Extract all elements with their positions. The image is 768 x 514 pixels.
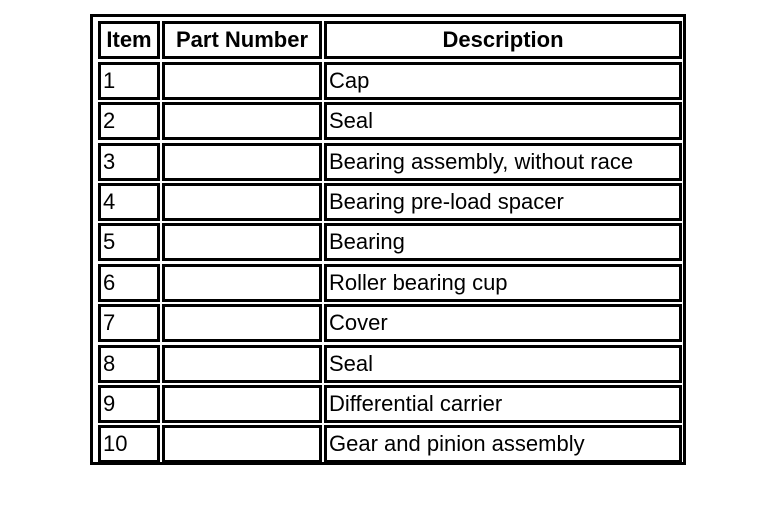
header-description: Description bbox=[324, 21, 682, 59]
header-part-number: Part Number bbox=[162, 21, 322, 59]
row-6-part-number bbox=[162, 264, 322, 302]
row-7-description: Cover bbox=[324, 304, 682, 342]
row-10-description: Gear and pinion assembly bbox=[324, 425, 682, 463]
parts-table bbox=[90, 14, 686, 465]
row-5-item: 5 bbox=[98, 223, 160, 261]
row-1-description: Cap bbox=[324, 62, 682, 100]
row-5-description: Bearing bbox=[324, 223, 682, 261]
row-3-part-number bbox=[162, 143, 322, 181]
row-3-item: 3 bbox=[98, 143, 160, 181]
row-2-part-number bbox=[162, 102, 322, 140]
header-item: Item bbox=[98, 21, 160, 59]
row-2-item: 2 bbox=[98, 102, 160, 140]
row-9-description: Differential carrier bbox=[324, 385, 682, 423]
row-9-item: 9 bbox=[98, 385, 160, 423]
row-1-item: 1 bbox=[98, 62, 160, 100]
row-8-description: Seal bbox=[324, 345, 682, 383]
row-7-part-number bbox=[162, 304, 322, 342]
row-10-item: 10 bbox=[98, 425, 160, 463]
row-3-description: Bearing assembly, without race bbox=[324, 143, 682, 181]
row-2-description: Seal bbox=[324, 102, 682, 140]
row-4-description: Bearing pre-load spacer bbox=[324, 183, 682, 221]
row-5-part-number bbox=[162, 223, 322, 261]
row-6-item: 6 bbox=[98, 264, 160, 302]
row-1-part-number bbox=[162, 62, 322, 100]
row-8-item: 8 bbox=[98, 345, 160, 383]
row-4-part-number bbox=[162, 183, 322, 221]
row-6-description: Roller bearing cup bbox=[324, 264, 682, 302]
row-8-part-number bbox=[162, 345, 322, 383]
row-10-part-number bbox=[162, 425, 322, 463]
row-9-part-number bbox=[162, 385, 322, 423]
row-7-item: 7 bbox=[98, 304, 160, 342]
row-4-item: 4 bbox=[98, 183, 160, 221]
